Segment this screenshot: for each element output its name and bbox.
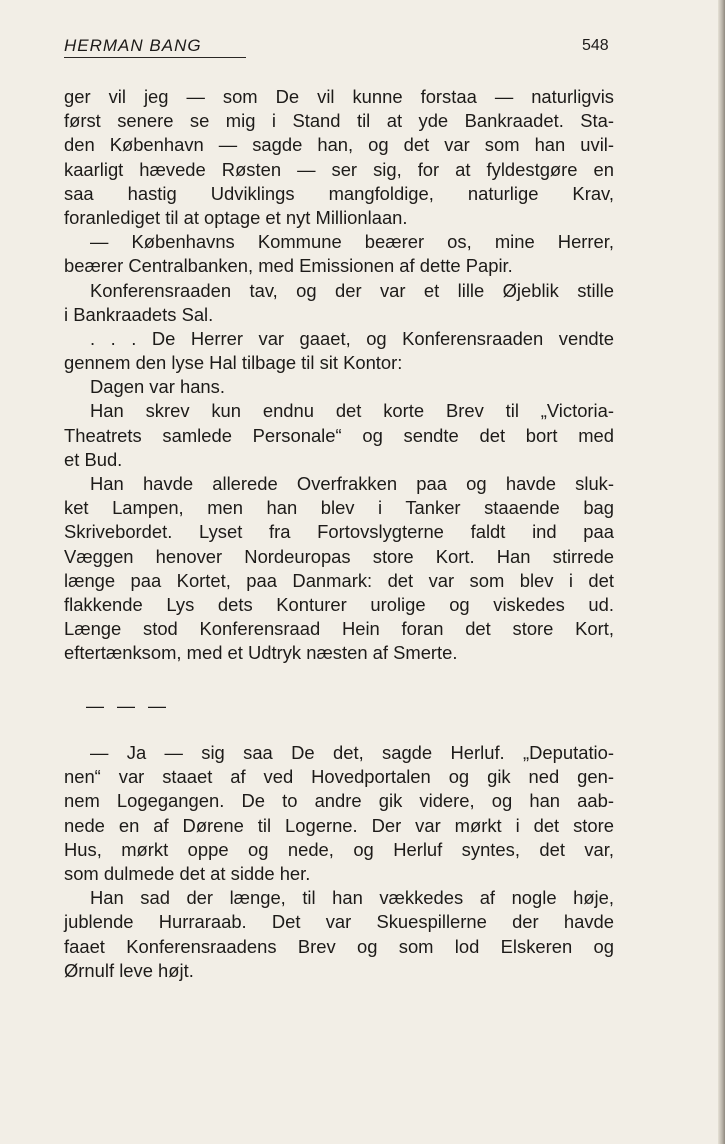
text-line: gennem den lyse Hal tilbage til sit Kontor: [64,352,403,374]
text-line: ger vil jeg — som De vil kunne forstaa — naturligvis [64,86,614,107]
text-line: Dagen var hans. [90,376,225,398]
text-line: beærer Centralbanken, med Emissionen af dette Papir. [64,255,513,277]
text-line: Han sad der længe, til han vækkedes af nogle høje, [90,887,614,909]
text-line: Han havde allerede Overfrakken paa og havde sluk- [90,473,614,494]
text-line: i Bankraadets Sal. [64,303,214,325]
running-header-author: HERMAN BANG [64,36,202,55]
text-line: Ørnulf leve højt. [64,959,194,981]
header-underline [64,57,246,58]
text-line: — Københavns Kommune beærer os, mine Herrer, [90,231,614,253]
body-text-section-1 [64,85,614,666]
text-line: jublende Hurraraab. Det var Skuespillerne der havde [64,911,614,933]
text-line: et Bud. [64,448,123,470]
text-line: Han skrev kun endnu det korte Brev til „Victoria- [90,400,614,422]
text-line: ket Lampen, men han blev i Tanker staaende bag [64,497,614,519]
text-line: Skrivebordet. Lyset fra Fortovslygterne faldt ind paa [64,521,614,543]
text-line: — Ja — sig saa De det, sagde Herluf. „Deputatio- [90,742,614,763]
text-line: Væggen henover Nordeuropas store Kort. Han stirrede [64,545,614,567]
body-text-section-2 [64,741,614,983]
text-line: nen“ var staaet af ved Hovedportalen og gik ned gen- [64,766,614,788]
text-line: foranlediget til at optage et nyt Millionlaan. [64,206,408,228]
text-line: nede en af Dørene til Logerne. Der var mørkt i det store [64,814,614,836]
text-line: Konferensraaden tav, og der var et lille Øjeblik stille [90,279,614,301]
text-line: saa hastig Udviklings mangfoldige, naturlige Krav, [64,182,614,204]
text-line: som dulmede det at sidde her. [64,862,311,884]
text-line: faaet Konferensraadens Brev og som lod Elskeren og [64,935,614,957]
text-line: Theatrets samlede Personale“ og sendte det bort med [64,424,614,446]
text-line: længe paa Kortet, paa Danmark: det var som blev i det [64,569,614,591]
text-line: kaarligt hævede Røsten — ser sig, for at fyldestgøre en [64,158,614,180]
text-line: eftertænksom, med et Udtryk næsten af Smerte. [64,642,458,664]
section-separator: — — — [86,696,171,716]
text-line: først senere se mig i Stand til at yde Bankraadet. Sta- [64,110,614,132]
page-number: 548 [582,37,609,54]
text-line: den København — sagde han, og det var som han uvil- [64,134,614,156]
text-line: Hus, mørkt oppe og nede, og Herluf syntes, det var, [64,838,614,860]
text-line: nem Logegangen. De to andre gik videre, og han aab- [64,790,614,812]
text-line: Længe stod Konferensraad Hein foran det store Kort, [64,618,614,640]
text-line: flakkende Lys dets Konturer urolige og viskedes ud. [64,593,614,615]
page-edge [718,0,725,1144]
text-line: . . . De Herrer var gaaet, og Konferensraaden vendte [90,327,614,349]
